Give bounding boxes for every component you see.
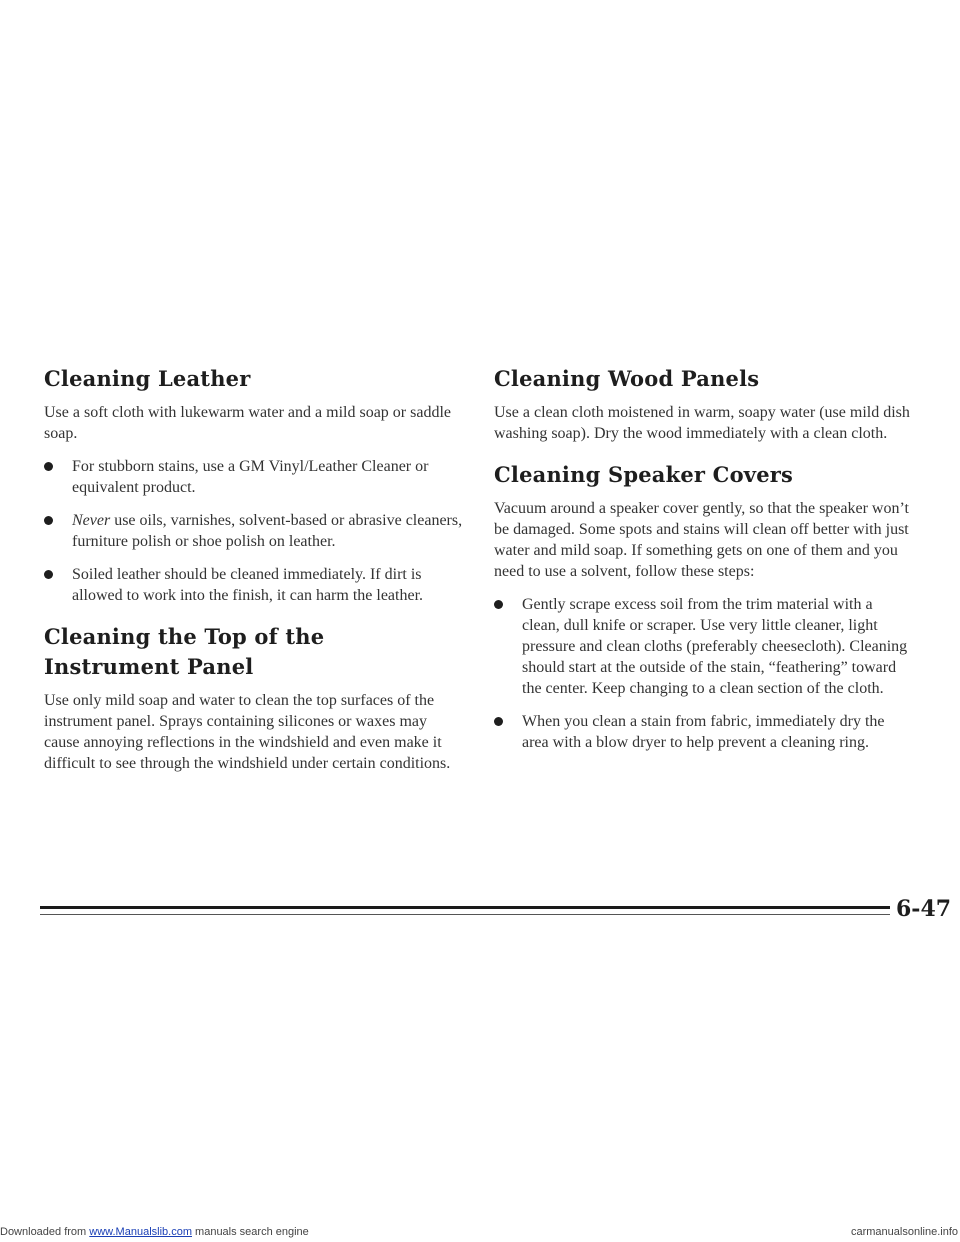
bullet-icon — [44, 570, 53, 579]
section-title-wood-panels: Cleaning Wood Panels — [494, 366, 760, 391]
page-rule-thick — [40, 906, 890, 909]
list-item-emphasis: Never — [72, 512, 111, 529]
bullet-icon — [44, 462, 53, 471]
wood-panels-body: Use a clean cloth moistened in warm, soapy water (use mild dish washing soap). Dry the wood immediately with a clean cloth. — [494, 404, 910, 442]
page-number: 6-47 — [896, 896, 952, 922]
bullet-icon — [44, 516, 53, 525]
manualslib-link[interactable]: www.Manualslib.com — [89, 1226, 192, 1238]
section-title-leather: Cleaning Leather — [44, 366, 251, 391]
watermark-text: carmanualsonline.info — [850, 1226, 958, 1238]
list-item-text: use oils, varnishes, solvent-based or abrasive cleaners, furniture polish or shoe polish on leather. — [72, 512, 463, 550]
download-footer — [0, 1226, 309, 1238]
list-item — [494, 594, 914, 699]
page-rule-thin — [40, 914, 890, 915]
footer-suffix: manuals search engine — [191, 1226, 309, 1238]
list-item-text: Gently scrape excess soil from the trim material with a clean, dull knife or scraper. Use very little cleaner, light pressure and clean cloths (preferably cheesecloth). Cleaning should start at the outside of the stain, “feathering” toward the center. Keep changing to a clean section of the cloth. — [522, 596, 908, 697]
list-item-text: Soiled leather should be cleaned immediately. If dirt is allowed to work into the finish, it can harm the leather. — [72, 566, 424, 604]
list-item — [44, 564, 464, 606]
speaker-bullet-list — [494, 594, 914, 753]
list-item — [44, 456, 464, 498]
list-item — [44, 510, 464, 552]
section-title-speaker-covers: Cleaning Speaker Covers — [494, 462, 794, 487]
right-column — [494, 364, 914, 753]
instrument-panel-body: Use only mild soap and water to clean the top surfaces of the instrument panel. Sprays containing silicones or waxes may cause annoying reflections in the windshield and even make it difficult to see through the windshield under certain conditions. — [44, 692, 451, 772]
list-item-text: When you clean a stain from fabric, immediately dry the area with a blow dryer to help prevent a cleaning ring. — [522, 713, 885, 751]
leather-intro: Use a soft cloth with lukewarm water and a mild soap or saddle soap. — [44, 404, 451, 442]
speaker-covers-body: Vacuum around a speaker cover gently, so that the speaker won’t be damaged. Some spots and stains will clean off better with just water and mild soap. If something gets on one of them and you need to use a solvent, follow these steps: — [494, 500, 909, 580]
list-item-text: For stubborn stains, use a GM Vinyl/Leather Cleaner or equivalent product. — [72, 458, 429, 496]
list-item — [494, 711, 914, 753]
leather-bullet-list — [44, 456, 464, 606]
section-title-instrument-panel: Cleaning the Top of the Instrument Panel — [44, 624, 325, 679]
bullet-icon — [494, 600, 503, 609]
left-column — [44, 364, 464, 774]
bullet-icon — [494, 717, 503, 726]
footer-prefix: Downloaded from — [0, 1226, 90, 1238]
